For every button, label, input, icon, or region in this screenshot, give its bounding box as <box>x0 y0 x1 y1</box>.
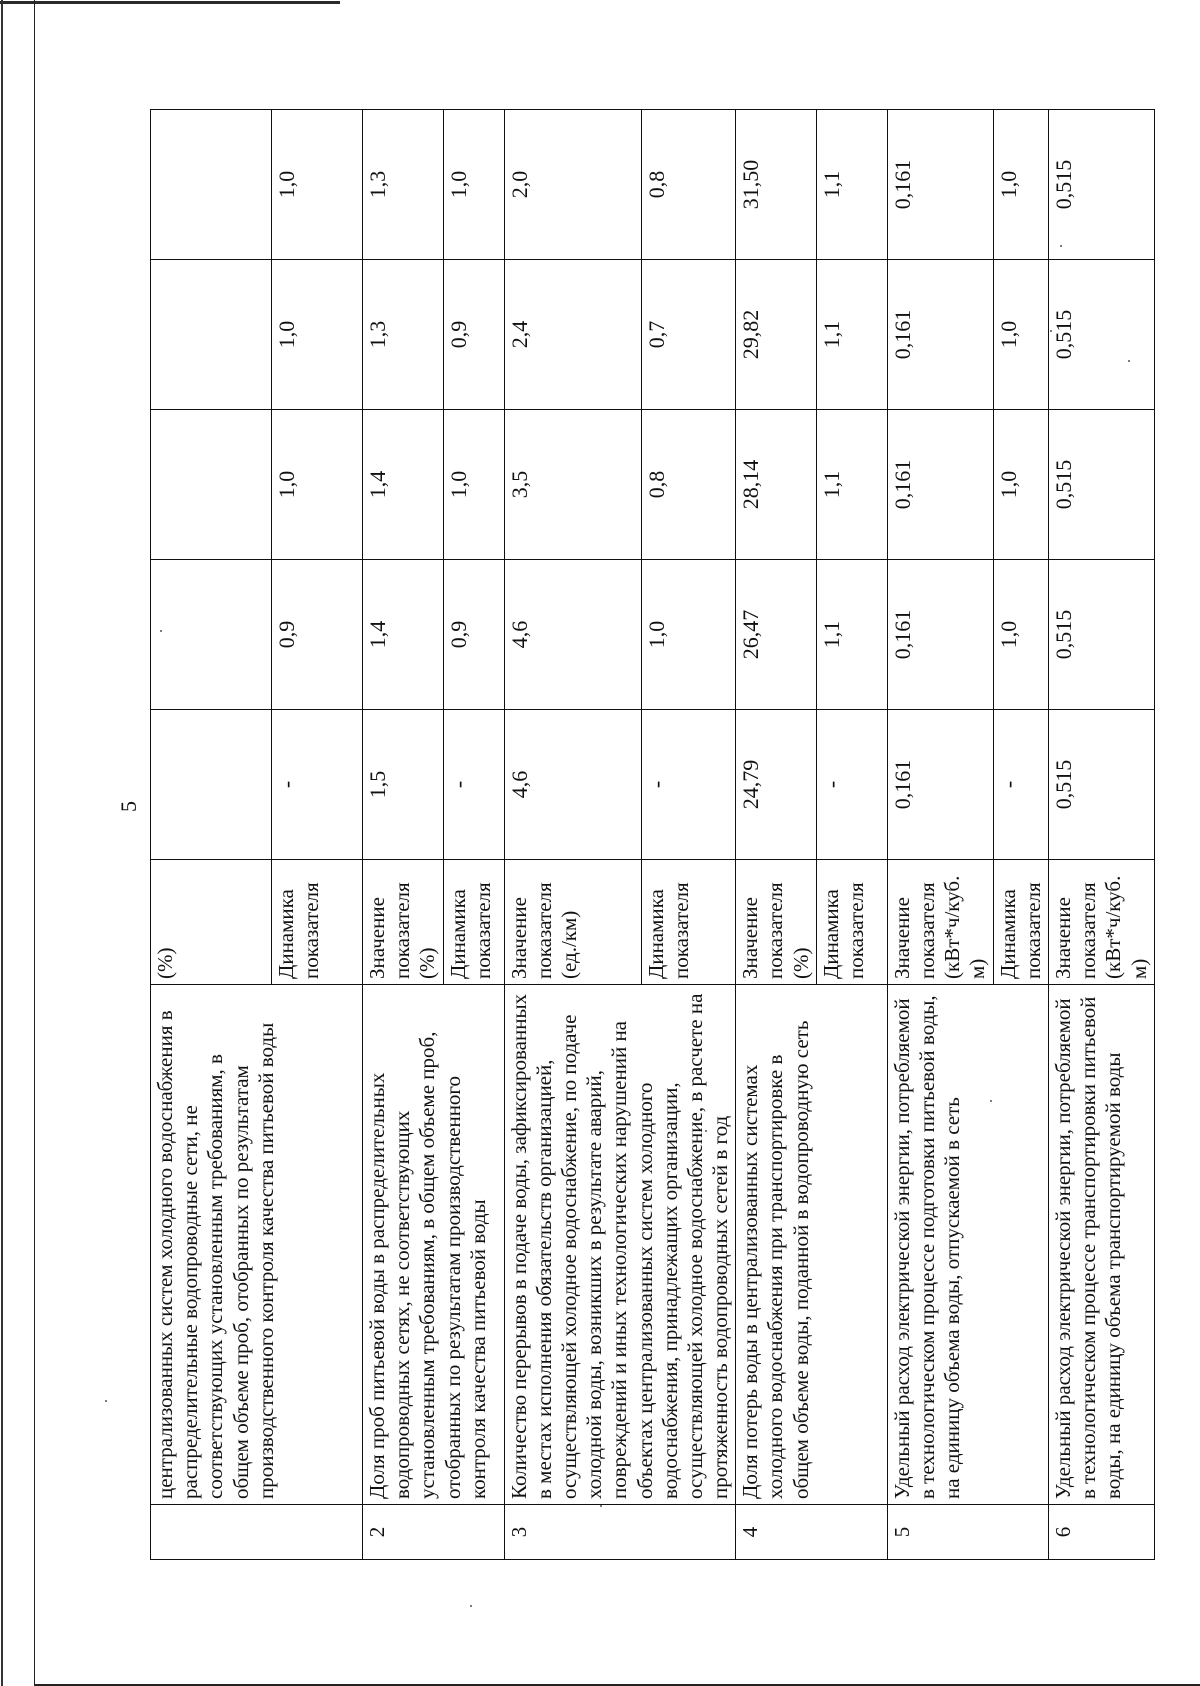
value-cell <box>151 710 272 860</box>
unit-label: Значение показателя (кВт*ч/куб. м) <box>1048 860 1154 985</box>
value-cell <box>151 110 272 260</box>
table-row <box>363 110 444 1560</box>
value-cell: 1,0 <box>641 560 735 710</box>
value-cell <box>151 260 272 410</box>
value-cell: 1,4 <box>363 410 444 560</box>
row-number <box>151 1505 363 1560</box>
table-row <box>887 110 993 1560</box>
row-number: 6 <box>1048 1505 1154 1560</box>
unit-label: Значение показателя (ед./км) <box>504 860 641 985</box>
table-row <box>504 110 641 1560</box>
indicators-table <box>150 109 1155 1560</box>
value-cell: 0,161 <box>887 410 993 560</box>
value-cell: 1,1 <box>816 260 887 410</box>
unit-label: Значение показателя (%) <box>363 860 444 985</box>
unit-label: Динамика показателя <box>443 860 504 985</box>
unit-label: Динамика показателя <box>641 860 735 985</box>
value-cell: 0,515 <box>1048 110 1154 260</box>
value-cell: 1,1 <box>816 560 887 710</box>
value-cell: 1,3 <box>363 110 444 260</box>
table-row <box>1048 110 1154 1560</box>
unit-label: Динамика показателя <box>816 860 887 985</box>
value-cell: 29,82 <box>736 260 817 410</box>
value-cell: 1,0 <box>443 110 504 260</box>
row-number: 2 <box>363 1505 505 1560</box>
table-row <box>736 110 817 1560</box>
value-cell: 1,0 <box>993 410 1048 560</box>
value-cell: 1,4 <box>363 560 444 710</box>
value-cell: 0,8 <box>641 410 735 560</box>
value-cell: 24,79 <box>736 710 817 860</box>
value-cell: 1,0 <box>993 110 1048 260</box>
value-cell: 1,0 <box>272 410 363 560</box>
indicator-description: Количество перерывов в подаче воды, зафиксированных в местах исполнения обязательств организацией, осуществляющей холодное водоснабжение, по подаче холодной воды, возникших в результате аварий, повреждений и иных технологических нарушений на объектах централизованных систем холодного водоснабжения, принадлежащих организации, осуществляющей холодное водоснабжение, в расчете на протяженность водопроводных сетей в год <box>504 985 736 1505</box>
value-cell: - <box>816 710 887 860</box>
value-cell: 4,6 <box>504 560 641 710</box>
value-cell: 31,50 <box>736 110 817 260</box>
value-cell: 0,161 <box>887 260 993 410</box>
unit-label: Значение показателя (кВт*ч/куб. м) <box>887 860 993 985</box>
value-cell: 0,161 <box>887 560 993 710</box>
value-cell: 1,0 <box>272 110 363 260</box>
value-cell: 2,0 <box>504 110 641 260</box>
value-cell: 0,515 <box>1048 710 1154 860</box>
value-cell: 0,9 <box>443 560 504 710</box>
value-cell: 2,4 <box>504 260 641 410</box>
row-number: 3 <box>504 1505 736 1560</box>
value-cell: 0,515 <box>1048 410 1154 560</box>
value-cell: 1,5 <box>363 710 444 860</box>
row-number: 4 <box>736 1505 888 1560</box>
indicator-description: Доля потерь воды в централизованных системах холодного водоснабжения при транспортировке в общем объеме воды, поданной в водопроводную сеть <box>736 985 888 1505</box>
value-cell: 1,0 <box>443 410 504 560</box>
value-cell: 0,515 <box>1048 560 1154 710</box>
value-cell: 0,8 <box>641 110 735 260</box>
value-cell: 0,7 <box>641 260 735 410</box>
row-number: 5 <box>887 1505 1048 1560</box>
value-cell: 1,3 <box>363 260 444 410</box>
value-cell: 0,161 <box>887 710 993 860</box>
rotated-page-content <box>0 50 1200 1670</box>
value-cell: 1,0 <box>993 260 1048 410</box>
value-cell: 4,6 <box>504 710 641 860</box>
value-cell: 0,9 <box>272 560 363 710</box>
indicator-description: Доля проб питьевой воды в распределительных водопроводных сетях, не соответствующих установленным требованиям, в общем объеме проб, отобранных по результатам производственного контроля качества питьевой воды <box>363 985 505 1505</box>
indicator-description: Удельный расход электрической энергии, потребляемой в технологическом процессе транспортировки питьевой воды, на единицу объема транспортируемой воды <box>1048 985 1154 1505</box>
unit-label: Динамика показателя <box>993 860 1048 985</box>
table-row <box>151 110 272 1560</box>
unit-label: Динамика показателя <box>272 860 363 985</box>
value-cell: 0,515 <box>1048 260 1154 410</box>
value-cell: - <box>272 710 363 860</box>
value-cell: 28,14 <box>736 410 817 560</box>
indicator-description: Удельный расход электрической энергии, потребляемой в технологическом процессе подготовки питьевой воды, на единицу объема воды, отпускаемой в сеть <box>887 985 1048 1505</box>
value-cell: 0,161 <box>887 110 993 260</box>
value-cell: 1,1 <box>816 410 887 560</box>
value-cell: 1,0 <box>993 560 1048 710</box>
unit-label: (%) <box>151 860 272 985</box>
value-cell: - <box>443 710 504 860</box>
value-cell: 3,5 <box>504 410 641 560</box>
indicator-description: централизованных систем холодного водоснабжения в распределительные водопроводные сети, не соответствующих установленным требованиям, в общем объеме проб, отобранных по результатам производственного контроля качества питьевой воды <box>151 985 363 1505</box>
unit-label: Значение показателя (%) <box>736 860 817 985</box>
value-cell: 1,0 <box>272 260 363 410</box>
page-number: 5 <box>116 801 141 812</box>
value-cell: - <box>993 710 1048 860</box>
value-cell <box>151 410 272 560</box>
value-cell: - <box>641 710 735 860</box>
value-cell: 1,1 <box>816 110 887 260</box>
value-cell <box>151 560 272 710</box>
value-cell: 0,9 <box>443 260 504 410</box>
value-cell: 26,47 <box>736 560 817 710</box>
